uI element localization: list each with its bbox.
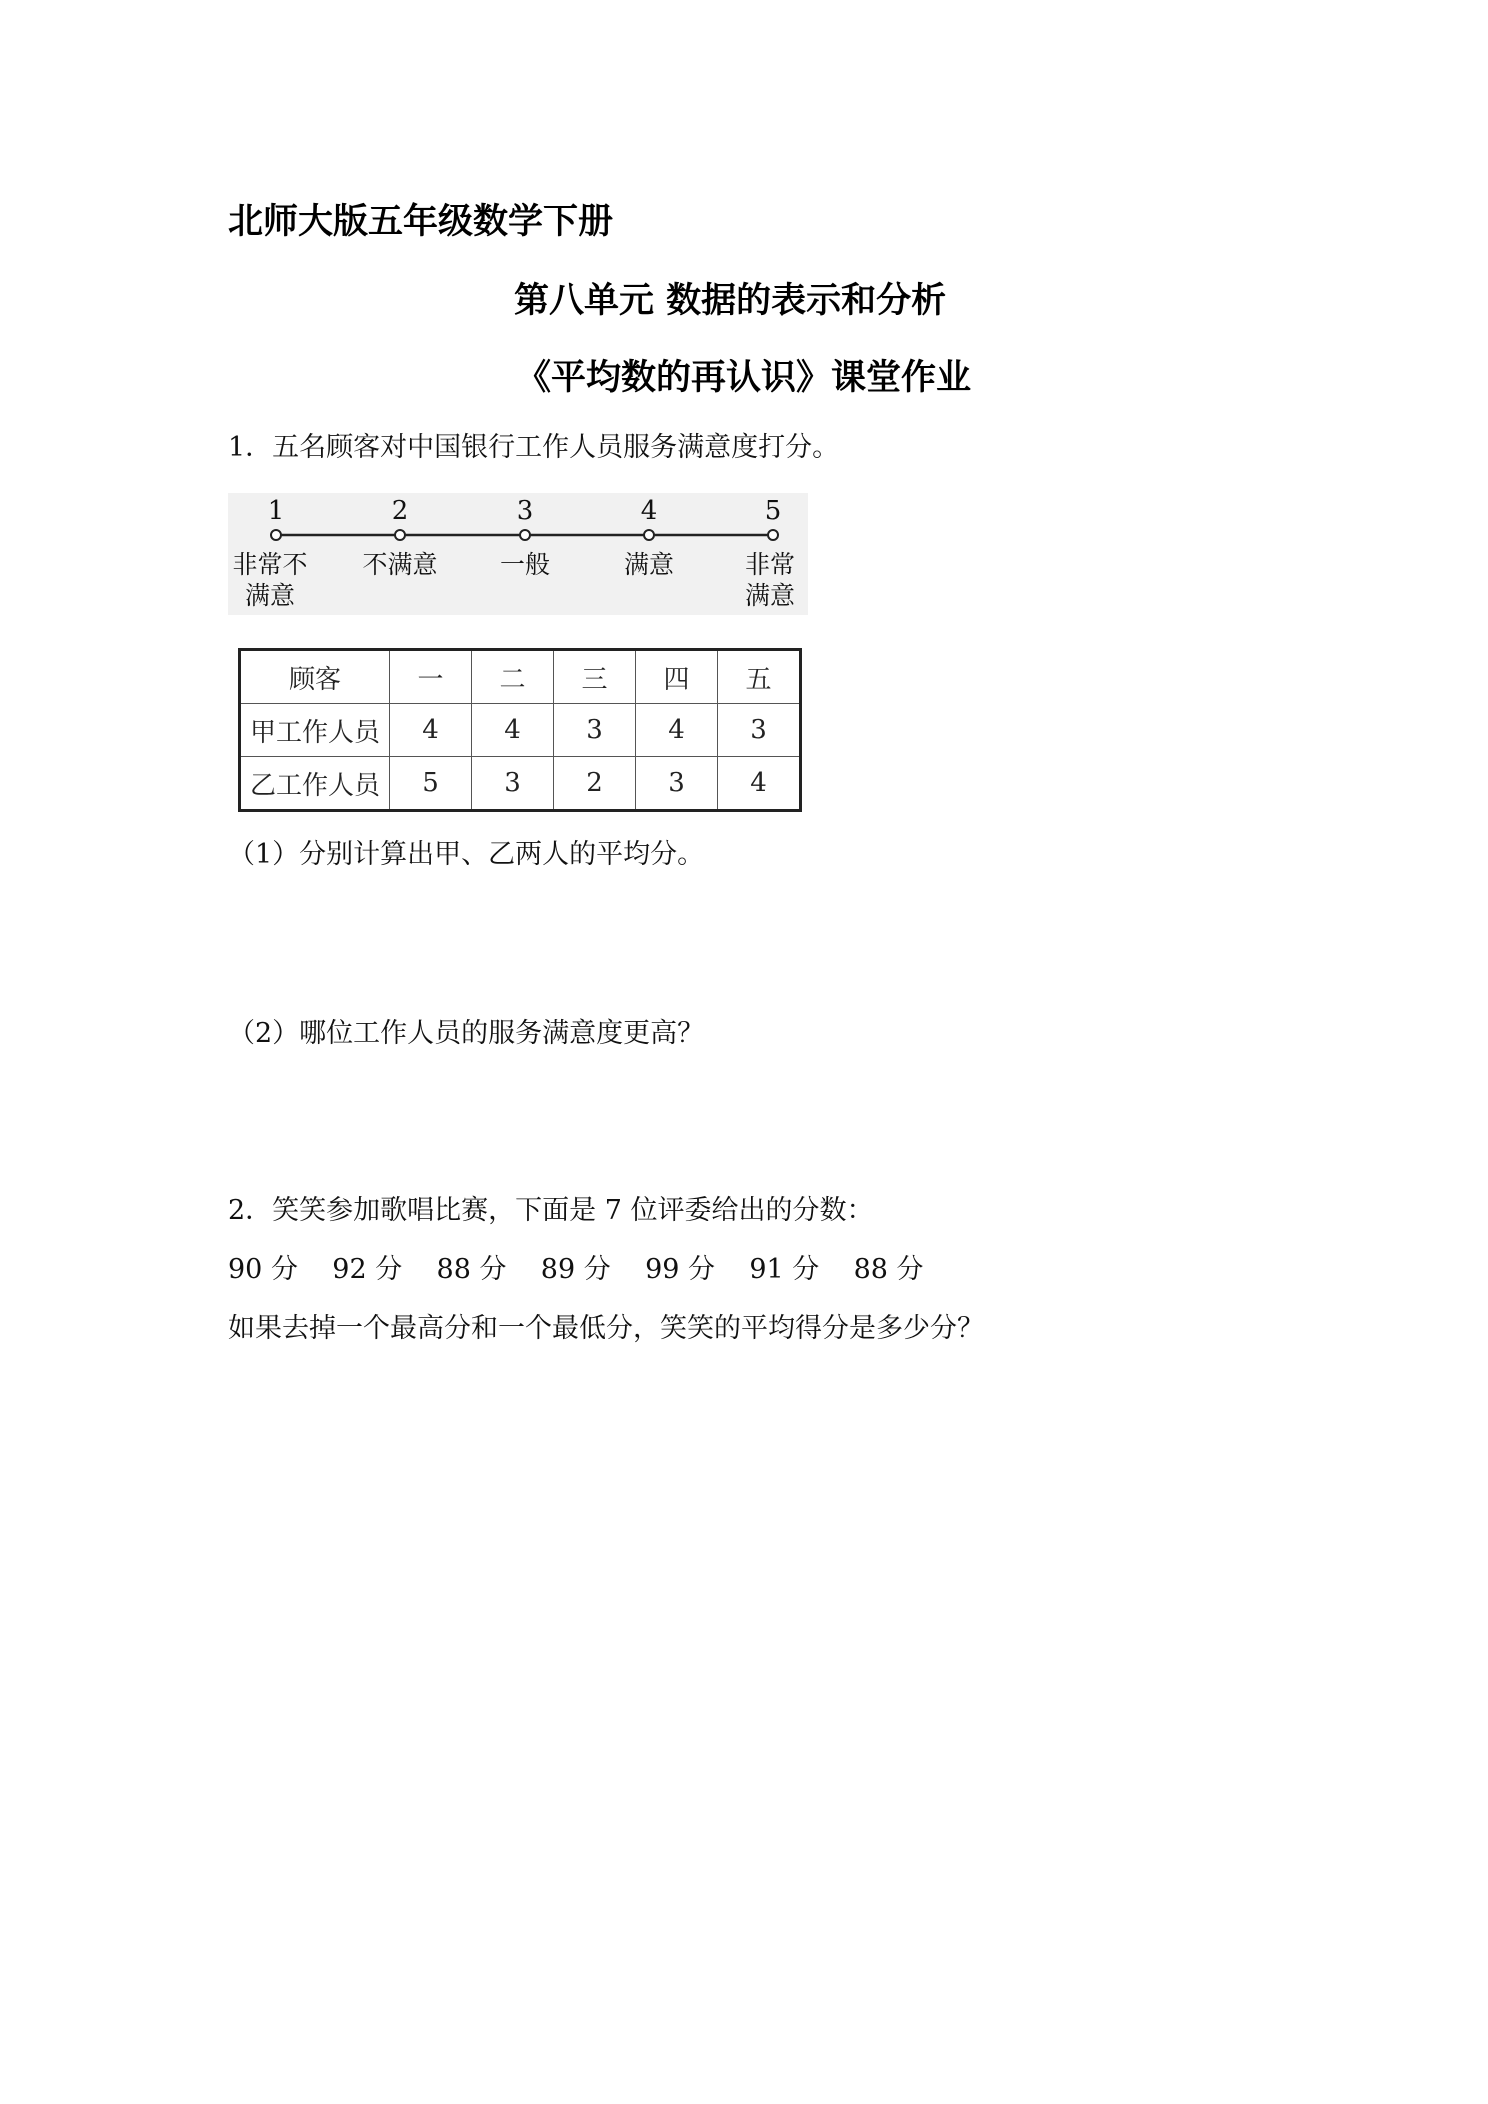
scale-point-3 (520, 530, 530, 540)
q1-sub2: （2）哪位工作人员的服务满意度更高？ (228, 1018, 705, 1049)
scale-label-4: 满意 (623, 550, 674, 579)
table-header-cell: 三 (554, 650, 636, 704)
q2-prompt: 2．笑笑参加歌唱比赛，下面是 7 位评委给出的分数： (228, 1195, 874, 1226)
table-header-cell: 四 (636, 650, 718, 704)
table-row-label: 甲工作人员 (240, 704, 390, 757)
q1-sub1: （1）分别计算出甲、乙两人的平均分。 (228, 839, 705, 870)
table-row (240, 757, 801, 811)
q1-prompt: 1．五名顾客对中国银行工作人员服务满意度打分。 (228, 432, 840, 463)
scale-num-2: 2 (391, 496, 409, 526)
rating-scale-figure (228, 493, 808, 615)
table-header-cell: 一 (390, 650, 472, 704)
scale-num-3: 3 (516, 496, 534, 526)
q2-scores: 90 分 92 分 88 分 89 分 99 分 91 分 88 分 (228, 1254, 924, 1285)
table-header-row (240, 650, 801, 704)
table-cell: 3 (554, 704, 636, 757)
score-table (238, 648, 802, 812)
scale-point-2 (395, 530, 405, 540)
scale-label-1: 非常不满意 (232, 550, 308, 610)
table-cell: 5 (390, 757, 472, 811)
scale-label-3: 一般 (499, 550, 550, 579)
lesson-title: 《平均数的再认识》课堂作业 (516, 358, 972, 398)
book-title: 北师大版五年级数学下册 (228, 202, 614, 242)
scale-point-4 (644, 530, 654, 540)
scale-label-2: 不满意 (362, 550, 438, 579)
scale-point-1 (271, 530, 281, 540)
table-cell: 3 (472, 757, 554, 811)
table-header-cell: 顾客 (240, 650, 390, 704)
unit-title: 第八单元 数据的表示和分析 (514, 281, 947, 321)
table-row-label: 乙工作人员 (240, 757, 390, 811)
table-cell: 4 (390, 704, 472, 757)
table-cell: 4 (718, 757, 801, 811)
table-cell: 3 (636, 757, 718, 811)
table-header-cell: 五 (718, 650, 801, 704)
scale-label-5: 非常满意 (744, 550, 795, 610)
table-header-cell: 二 (472, 650, 554, 704)
scale-num-1: 1 (267, 496, 285, 526)
scale-num-5: 5 (764, 496, 782, 526)
table-cell: 4 (636, 704, 718, 757)
scale-num-4: 4 (640, 496, 658, 526)
q2-question: 如果去掉一个最高分和一个最低分，笑笑的平均得分是多少分？ (228, 1313, 984, 1344)
table-cell: 2 (554, 757, 636, 811)
table-row (240, 704, 801, 757)
table-cell: 3 (718, 704, 801, 757)
scale-point-5 (768, 530, 778, 540)
table-cell: 4 (472, 704, 554, 757)
